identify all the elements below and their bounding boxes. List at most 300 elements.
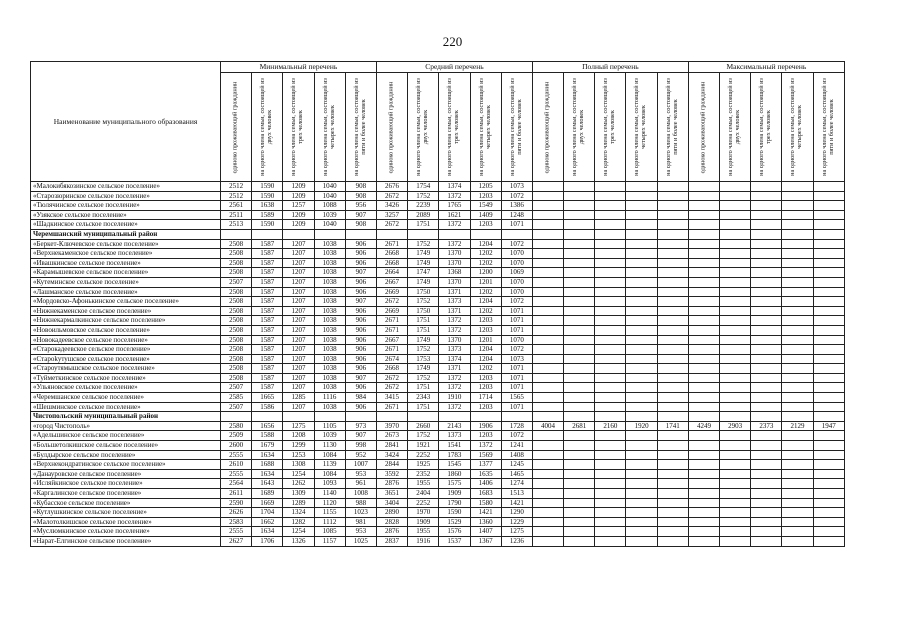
value-cell: 1370 — [439, 335, 470, 345]
value-cell: 1970 — [408, 508, 439, 518]
value-cell — [688, 210, 719, 220]
value-cell: 3651 — [376, 489, 407, 499]
value-cell — [657, 182, 688, 192]
value-cell: 1587 — [252, 268, 283, 278]
value-cell: 1372 — [439, 239, 470, 249]
value-cell — [626, 229, 657, 239]
value-cell — [532, 316, 563, 326]
value-cell — [626, 373, 657, 383]
value-cell — [626, 536, 657, 546]
value-cell: 1689 — [252, 489, 283, 499]
value-cell — [720, 201, 751, 211]
value-cell: 2681 — [564, 421, 595, 431]
value-cell — [813, 335, 844, 345]
value-cell: 1073 — [501, 354, 532, 364]
value-cell — [564, 297, 595, 307]
value-cell — [657, 229, 688, 239]
value-cell — [626, 527, 657, 537]
subcolumn-header-label: на одного члена семьи, состоящей из пяти и более человек — [508, 78, 523, 176]
value-cell — [595, 268, 626, 278]
value-cell: 1587 — [252, 325, 283, 335]
value-cell — [532, 249, 563, 259]
value-cell: 1038 — [314, 297, 345, 307]
value-cell — [751, 297, 782, 307]
value-cell: 2343 — [408, 393, 439, 403]
value-cell: 1408 — [501, 450, 532, 460]
value-cell — [688, 450, 719, 460]
value-cell — [532, 258, 563, 268]
value-cell — [720, 373, 751, 383]
value-cell: 1207 — [283, 354, 314, 364]
value-cell: 2508 — [221, 258, 252, 268]
value-cell — [564, 316, 595, 326]
value-cell — [782, 489, 813, 499]
value-cell — [657, 383, 688, 393]
value-cell: 1373 — [439, 431, 470, 441]
value-cell: 1587 — [252, 306, 283, 316]
value-cell — [564, 383, 595, 393]
value-cell: 2404 — [408, 489, 439, 499]
value-cell — [595, 201, 626, 211]
value-cell: 1587 — [252, 383, 283, 393]
value-cell: 2667 — [376, 335, 407, 345]
value-cell: 1038 — [314, 239, 345, 249]
table-row — [31, 220, 845, 230]
value-cell: 953 — [345, 469, 376, 479]
value-cell — [564, 239, 595, 249]
value-cell — [782, 239, 813, 249]
value-cell: 1070 — [501, 258, 532, 268]
value-cell — [813, 249, 844, 259]
value-cell: 3415 — [376, 393, 407, 403]
value-cell — [595, 277, 626, 287]
value-cell — [813, 277, 844, 287]
value-cell: 1038 — [314, 277, 345, 287]
value-cell — [720, 527, 751, 537]
value-cell — [532, 536, 563, 546]
value-cell: 1203 — [470, 220, 501, 230]
value-cell: 2513 — [221, 220, 252, 230]
value-cell: 1071 — [501, 383, 532, 393]
value-cell — [688, 498, 719, 508]
value-cell: 1371 — [439, 306, 470, 316]
value-cell — [751, 508, 782, 518]
value-cell: 1587 — [252, 258, 283, 268]
value-cell: 1207 — [283, 373, 314, 383]
value-cell: 2508 — [221, 297, 252, 307]
value-cell: 3970 — [376, 421, 407, 431]
value-cell: 1038 — [314, 402, 345, 412]
value-cell: 906 — [345, 258, 376, 268]
value-cell — [626, 306, 657, 316]
value-cell — [595, 287, 626, 297]
value-cell — [782, 249, 813, 259]
value-cell: 2373 — [751, 421, 782, 431]
value-cell: 2564 — [221, 479, 252, 489]
value-cell: 1372 — [439, 316, 470, 326]
value-cell — [564, 536, 595, 546]
value-cell: 2610 — [221, 460, 252, 470]
table-row — [31, 325, 845, 335]
value-cell: 1906 — [470, 421, 501, 431]
value-cell: 906 — [345, 316, 376, 326]
value-cell: 1071 — [501, 325, 532, 335]
value-cell: 1200 — [470, 268, 501, 278]
value-cell — [720, 335, 751, 345]
value-cell — [595, 536, 626, 546]
value-cell — [813, 441, 844, 451]
value-cell: 1204 — [470, 297, 501, 307]
table-row — [31, 258, 845, 268]
value-cell — [564, 489, 595, 499]
value-cell — [376, 412, 407, 422]
value-cell: 1155 — [314, 508, 345, 518]
value-cell: 2672 — [376, 191, 407, 201]
value-cell: 2555 — [221, 450, 252, 460]
value-cell: 1751 — [408, 220, 439, 230]
value-cell: 1202 — [470, 306, 501, 316]
value-cell — [751, 229, 782, 239]
group-header-average: Средний перечень — [376, 62, 532, 73]
subcolumn-header-label: на одного члена семьи, состоящей из четырех человек — [321, 78, 336, 176]
value-cell — [626, 364, 657, 374]
value-cell: 2671 — [376, 316, 407, 326]
value-cell: 1374 — [439, 182, 470, 192]
value-cell — [813, 191, 844, 201]
value-cell — [626, 479, 657, 489]
value-cell: 1589 — [252, 210, 283, 220]
value-cell: 1662 — [252, 517, 283, 527]
settlement-name: «Старозюринское сельское поселение» — [31, 191, 221, 201]
value-cell — [564, 306, 595, 316]
value-cell — [751, 335, 782, 345]
value-cell: 1038 — [314, 354, 345, 364]
value-cell — [532, 402, 563, 412]
subcolumn-header-label: на одного члена семьи, состоящей из двух человек — [727, 78, 742, 176]
value-cell — [564, 258, 595, 268]
value-cell — [782, 460, 813, 470]
value-cell: 1371 — [439, 287, 470, 297]
value-cell — [657, 479, 688, 489]
value-cell — [751, 220, 782, 230]
value-cell: 1038 — [314, 268, 345, 278]
value-cell: 1587 — [252, 239, 283, 249]
value-cell — [688, 383, 719, 393]
value-cell: 1072 — [501, 345, 532, 355]
value-cell — [564, 268, 595, 278]
subcolumn-header-label: на одного члена семьи, состоящей из двух человек — [415, 78, 430, 176]
value-cell — [720, 450, 751, 460]
settlement-name: «город Чистополь» — [31, 421, 221, 431]
value-cell — [564, 441, 595, 451]
value-cell — [813, 536, 844, 546]
value-cell — [813, 498, 844, 508]
value-cell — [532, 383, 563, 393]
value-cell — [221, 412, 252, 422]
value-cell — [626, 431, 657, 441]
value-cell — [720, 268, 751, 278]
value-cell: 1073 — [501, 182, 532, 192]
value-cell — [720, 210, 751, 220]
value-cell — [595, 239, 626, 249]
value-cell: 1289 — [283, 498, 314, 508]
value-cell — [564, 402, 595, 412]
value-cell: 1072 — [501, 239, 532, 249]
value-cell — [782, 306, 813, 316]
value-cell: 2876 — [376, 527, 407, 537]
value-cell: 1704 — [252, 508, 283, 518]
value-cell: 2664 — [376, 268, 407, 278]
value-cell — [657, 536, 688, 546]
value-cell — [782, 431, 813, 441]
value-cell: 1409 — [470, 210, 501, 220]
value-cell — [688, 287, 719, 297]
settlement-name: «Верхнекондратинское сельское поселение» — [31, 460, 221, 470]
value-cell: 1406 — [470, 479, 501, 489]
value-cell: 2508 — [221, 316, 252, 326]
value-cell: 1204 — [470, 345, 501, 355]
value-cell — [688, 364, 719, 374]
value-cell: 1202 — [470, 258, 501, 268]
value-cell: 1203 — [470, 316, 501, 326]
value-cell — [564, 393, 595, 403]
value-cell — [595, 364, 626, 374]
value-cell: 907 — [345, 373, 376, 383]
value-cell — [688, 373, 719, 383]
value-cell — [751, 412, 782, 422]
value-cell: 908 — [345, 182, 376, 192]
value-cell — [688, 479, 719, 489]
value-cell — [782, 527, 813, 537]
subcolumn-header — [813, 73, 844, 182]
value-cell — [782, 383, 813, 393]
value-cell — [595, 229, 626, 239]
value-cell: 1751 — [408, 325, 439, 335]
table-row — [31, 536, 845, 546]
subcolumn-header — [221, 73, 252, 182]
value-cell: 1634 — [252, 450, 283, 460]
value-cell: 2585 — [221, 393, 252, 403]
value-cell — [657, 517, 688, 527]
value-cell: 1207 — [283, 249, 314, 259]
value-cell — [688, 297, 719, 307]
value-cell: 1207 — [283, 335, 314, 345]
value-cell — [595, 383, 626, 393]
value-cell: 1275 — [501, 527, 532, 537]
value-cell: 1207 — [283, 258, 314, 268]
subcolumn-header — [720, 73, 751, 182]
value-cell: 1275 — [283, 421, 314, 431]
subcolumn-header — [688, 73, 719, 182]
value-cell: 1910 — [439, 393, 470, 403]
value-cell — [751, 393, 782, 403]
value-cell: 1580 — [470, 498, 501, 508]
value-cell — [688, 239, 719, 249]
group-header-maximal: Максимальный перечень — [688, 62, 844, 73]
value-cell — [782, 229, 813, 239]
value-cell — [595, 431, 626, 441]
value-cell: 1386 — [501, 201, 532, 211]
value-cell: 1105 — [314, 421, 345, 431]
table-row — [31, 527, 845, 537]
value-cell — [688, 277, 719, 287]
value-cell: 1229 — [501, 517, 532, 527]
value-cell: 3404 — [376, 498, 407, 508]
value-cell — [532, 325, 563, 335]
value-cell: 1955 — [408, 527, 439, 537]
value-cell — [813, 527, 844, 537]
value-cell — [532, 239, 563, 249]
value-cell: 1070 — [501, 249, 532, 259]
value-cell — [657, 402, 688, 412]
subcolumn-header-label: на одного члена семьи, состоящей из пяти и более человек — [352, 78, 367, 176]
value-cell — [626, 489, 657, 499]
value-cell: 1688 — [252, 460, 283, 470]
value-cell: 1549 — [470, 201, 501, 211]
value-cell — [720, 517, 751, 527]
settlement-name: «Муслюмкинское сельское поселение» — [31, 527, 221, 537]
subcolumn-header — [283, 73, 314, 182]
value-cell — [813, 460, 844, 470]
value-cell: 1207 — [283, 268, 314, 278]
subcolumn-header — [782, 73, 813, 182]
value-cell: 1209 — [283, 182, 314, 192]
settlement-name: «Староkутушское сельское поселение» — [31, 354, 221, 364]
subsistence-minimum-table — [30, 61, 845, 547]
value-cell: 1207 — [283, 297, 314, 307]
value-cell: 1205 — [470, 182, 501, 192]
value-cell — [595, 249, 626, 259]
value-cell — [657, 527, 688, 537]
value-cell — [626, 239, 657, 249]
value-cell — [813, 239, 844, 249]
subcolumn-header-label: на одного члена семьи, состоящей из четырех человек — [477, 78, 492, 176]
value-cell: 1754 — [408, 182, 439, 192]
value-cell: 998 — [345, 441, 376, 451]
value-cell: 1202 — [470, 364, 501, 374]
value-cell — [595, 345, 626, 355]
value-cell — [657, 287, 688, 297]
value-cell: 1290 — [501, 508, 532, 518]
value-cell — [720, 277, 751, 287]
value-cell: 1860 — [439, 469, 470, 479]
value-cell: 906 — [345, 402, 376, 412]
value-cell: 908 — [345, 220, 376, 230]
settlement-name: «Нижнекаменское сельское поселение» — [31, 306, 221, 316]
value-cell: 1072 — [501, 297, 532, 307]
table-row — [31, 316, 845, 326]
value-cell — [720, 469, 751, 479]
group-header-full: Полный перечень — [532, 62, 688, 73]
value-cell — [532, 393, 563, 403]
value-cell: 1093 — [314, 479, 345, 489]
value-cell — [626, 325, 657, 335]
value-cell — [657, 201, 688, 211]
settlement-name: «Кубасское сельское поселение» — [31, 498, 221, 508]
value-cell — [751, 431, 782, 441]
subcolumn-header — [314, 73, 345, 182]
value-cell: 1372 — [470, 441, 501, 451]
value-cell: 1621 — [439, 210, 470, 220]
value-cell — [439, 412, 470, 422]
value-cell — [688, 191, 719, 201]
value-cell: 1253 — [283, 450, 314, 460]
value-cell — [564, 412, 595, 422]
value-cell — [782, 345, 813, 355]
value-cell — [626, 191, 657, 201]
value-cell: 1587 — [252, 335, 283, 345]
value-cell — [813, 479, 844, 489]
value-cell — [782, 517, 813, 527]
value-cell — [720, 508, 751, 518]
value-cell — [688, 393, 719, 403]
subcolumn-header — [595, 73, 626, 182]
value-cell: 1130 — [314, 441, 345, 451]
value-cell: 1070 — [501, 287, 532, 297]
value-cell — [751, 345, 782, 355]
value-cell — [751, 460, 782, 470]
value-cell: 1728 — [501, 421, 532, 431]
value-cell — [782, 412, 813, 422]
value-cell — [782, 268, 813, 278]
subcolumn-header — [501, 73, 532, 182]
value-cell — [720, 249, 751, 259]
value-cell: 908 — [345, 191, 376, 201]
value-cell: 907 — [345, 268, 376, 278]
value-cell: 1203 — [470, 325, 501, 335]
subcolumn-header — [532, 73, 563, 182]
value-cell: 1751 — [408, 383, 439, 393]
table-row — [31, 345, 845, 355]
value-cell — [626, 441, 657, 451]
value-cell — [688, 402, 719, 412]
value-cell — [751, 450, 782, 460]
value-cell — [751, 536, 782, 546]
value-cell — [626, 220, 657, 230]
value-cell — [657, 277, 688, 287]
value-cell: 1008 — [345, 489, 376, 499]
settlement-name: «Мордовско-Афонькинское сельское поселение» — [31, 297, 221, 307]
value-cell — [782, 508, 813, 518]
value-cell: 1038 — [314, 364, 345, 374]
value-cell — [595, 402, 626, 412]
value-cell: 2669 — [376, 306, 407, 316]
value-cell: 1071 — [501, 220, 532, 230]
value-cell: 2508 — [221, 239, 252, 249]
value-cell: 2160 — [595, 421, 626, 431]
value-cell: 2671 — [376, 345, 407, 355]
value-cell: 1741 — [657, 421, 688, 431]
subcolumn-header — [626, 73, 657, 182]
value-cell — [813, 517, 844, 527]
value-cell: 984 — [345, 393, 376, 403]
value-cell — [626, 249, 657, 259]
subcolumn-header — [376, 73, 407, 182]
value-cell — [688, 536, 719, 546]
value-cell — [688, 306, 719, 316]
settlement-name: «Старокадеевское сельское поселение» — [31, 345, 221, 355]
value-cell: 1245 — [501, 460, 532, 470]
value-cell — [720, 536, 751, 546]
value-cell: 1308 — [283, 460, 314, 470]
settlement-name: «Нижнекармалкинское сельское поселение» — [31, 316, 221, 326]
value-cell: 1236 — [501, 536, 532, 546]
value-cell — [720, 441, 751, 451]
value-cell — [532, 201, 563, 211]
value-cell: 1421 — [470, 508, 501, 518]
value-cell — [720, 345, 751, 355]
value-cell: 906 — [345, 364, 376, 374]
